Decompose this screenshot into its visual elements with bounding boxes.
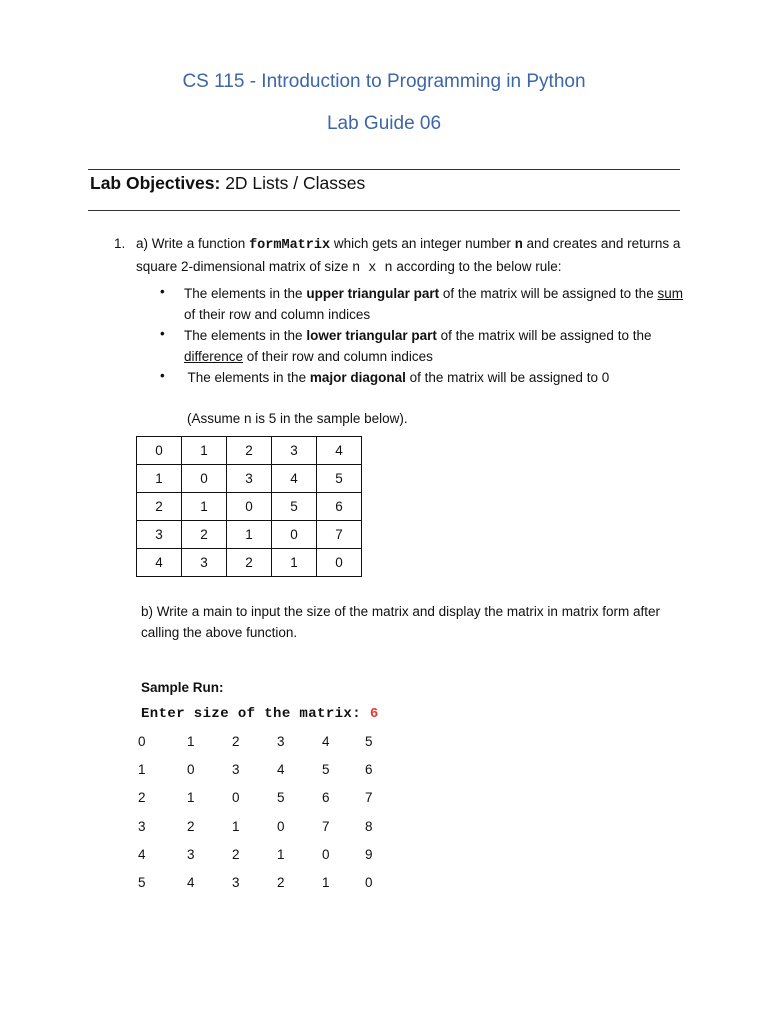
output-cell: 4 xyxy=(322,734,330,749)
lab-guide-title: Lab Guide 06 xyxy=(326,113,442,134)
bullet-text: of the matrix will be assigned to 0 xyxy=(405,370,610,385)
table-cell: 5 xyxy=(272,493,317,521)
bullet-underline: sum xyxy=(657,286,683,301)
bullet-bold: upper triangular part xyxy=(306,286,440,301)
bullet-icon: • xyxy=(160,326,165,341)
question-number: 1. xyxy=(114,236,126,251)
output-cell: 2 xyxy=(232,734,240,749)
table-cell: 2 xyxy=(227,549,272,577)
bullet-icon: • xyxy=(160,284,165,299)
bullet-text: of their row and column indices xyxy=(184,306,371,322)
table-cell: 4 xyxy=(272,465,317,493)
output-cell: 0 xyxy=(187,762,195,778)
output-cell: 0 xyxy=(277,818,285,834)
table-cell: 2 xyxy=(137,493,182,521)
table-cell: 3 xyxy=(227,465,272,493)
objectives-label: Lab Objectives: xyxy=(90,173,221,193)
output-cell: 2 xyxy=(232,846,240,862)
output-cell: 7 xyxy=(322,818,330,834)
table-cell: 1 xyxy=(182,437,227,465)
table-cell: 1 xyxy=(227,521,272,549)
prompt-text: Enter size of the matrix: xyxy=(141,706,370,722)
output-cell: 4 xyxy=(187,875,195,890)
output-row xyxy=(0,762,768,782)
bullet-major-diagonal xyxy=(184,368,684,389)
table-cell: 2 xyxy=(227,437,272,465)
table-cell: 1 xyxy=(272,549,317,577)
objectives-text: 2D Lists / Classes xyxy=(220,173,366,193)
table-cell: 0 xyxy=(272,521,317,549)
sample-run-label: Sample Run: xyxy=(141,680,224,695)
prompt-input-value: 6 xyxy=(369,706,379,722)
output-cell: 3 xyxy=(138,818,146,834)
bullet-upper-triangular xyxy=(184,284,684,325)
output-row xyxy=(0,875,768,895)
assume-note: (Assume n is 5 in the sample below). xyxy=(187,411,408,426)
output-cell: 3 xyxy=(277,734,285,749)
sample-matrix-table xyxy=(136,436,362,577)
output-cell: 8 xyxy=(365,818,373,834)
output-cell: 1 xyxy=(277,846,285,862)
bullet-lower-triangular xyxy=(184,326,684,367)
table-cell: 5 xyxy=(317,465,362,493)
question-a-text xyxy=(136,233,696,279)
output-cell: 3 xyxy=(232,875,240,890)
table-cell: 1 xyxy=(182,493,227,521)
output-cell: 3 xyxy=(187,846,195,862)
output-cell: 2 xyxy=(138,790,146,806)
bullet-text: The elements in the xyxy=(184,370,310,385)
table-cell: 0 xyxy=(137,437,182,465)
bullet-text: The elements in the xyxy=(184,328,307,343)
var-n: n xyxy=(514,238,523,253)
bullet-bold: lower triangular part xyxy=(306,328,437,343)
output-row xyxy=(0,847,768,867)
table-cell: 0 xyxy=(182,465,227,493)
table-row xyxy=(137,521,362,549)
course-title: CS 115 - Introduction to Programming in Python xyxy=(182,71,586,92)
output-cell: 2 xyxy=(277,875,285,890)
output-cell: 7 xyxy=(365,790,373,806)
size-expression: n x n xyxy=(352,261,393,276)
output-cell: 1 xyxy=(232,818,240,834)
bullet-bold: major diagonal xyxy=(309,370,406,385)
bullet-underline: difference xyxy=(184,348,244,364)
output-cell: 0 xyxy=(232,790,240,806)
output-row xyxy=(0,790,768,810)
output-cell: 0 xyxy=(322,846,330,862)
bullet-text: of their row and column indices xyxy=(243,348,433,364)
table-cell: 0 xyxy=(227,493,272,521)
table-row xyxy=(137,465,362,493)
output-cell: 1 xyxy=(187,734,195,749)
output-cell: 0 xyxy=(365,875,373,890)
output-cell: 6 xyxy=(365,762,373,778)
bullet-text: The elements in the xyxy=(184,286,307,301)
bullet-text: of the matrix will be assigned to the xyxy=(436,328,652,343)
table-row xyxy=(137,437,362,465)
qa-mid2: and creates and returns a square 2-dimensional matrix of size xyxy=(136,236,681,274)
output-cell: 5 xyxy=(322,762,330,778)
lab-objectives xyxy=(90,173,365,194)
output-cell: 1 xyxy=(187,790,195,806)
table-cell: 4 xyxy=(137,549,182,577)
output-row xyxy=(0,819,768,839)
table-cell: 1 xyxy=(137,465,182,493)
output-cell: 1 xyxy=(138,762,146,778)
output-cell: 5 xyxy=(277,790,285,806)
table-row xyxy=(137,493,362,521)
top-divider xyxy=(88,169,680,170)
table-cell: 0 xyxy=(317,549,362,577)
qa-prefix: a) Write a function xyxy=(136,236,250,251)
table-cell: 7 xyxy=(317,521,362,549)
table-cell: 2 xyxy=(182,521,227,549)
sample-run-prompt xyxy=(141,706,379,722)
table-cell: 3 xyxy=(272,437,317,465)
table-cell: 3 xyxy=(137,521,182,549)
output-cell: 2 xyxy=(187,818,195,834)
output-cell: 3 xyxy=(232,762,240,778)
bullet-text: of the matrix will be assigned to the xyxy=(439,286,658,301)
output-cell: 5 xyxy=(138,875,146,890)
qa-mid: which gets an integer number xyxy=(330,236,515,251)
output-cell: 6 xyxy=(322,790,330,806)
table-cell: 6 xyxy=(317,493,362,521)
output-row xyxy=(0,734,768,754)
output-cell: 9 xyxy=(365,846,373,862)
output-cell: 5 xyxy=(365,734,373,749)
qa-suffix: according to the below rule: xyxy=(392,259,562,274)
output-cell: 4 xyxy=(277,762,285,778)
bullet-icon: • xyxy=(160,368,165,383)
output-cell: 0 xyxy=(138,734,146,749)
table-cell: 4 xyxy=(317,437,362,465)
question-b-text: b) Write a main to input the size of the matrix and display the matrix in matrix form after calling the above function. xyxy=(141,604,660,640)
function-name: formMatrix xyxy=(249,238,331,253)
output-cell: 1 xyxy=(322,875,330,890)
bottom-divider xyxy=(88,210,680,211)
table-row xyxy=(137,549,362,577)
output-cell: 4 xyxy=(138,846,146,862)
table-cell: 3 xyxy=(182,549,227,577)
